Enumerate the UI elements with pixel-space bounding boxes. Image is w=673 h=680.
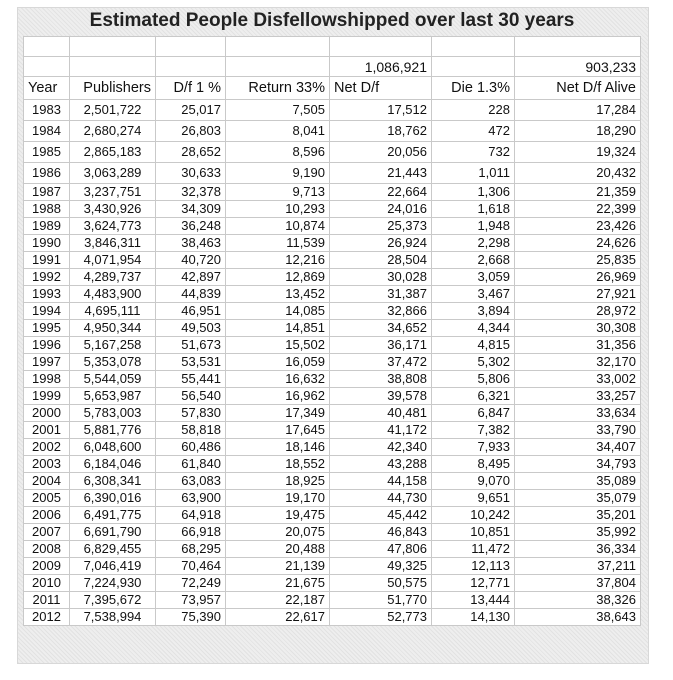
net-df-cell: 37,472 [330,354,432,371]
table-row [24,354,641,371]
df-cell: 60,486 [156,439,226,456]
year-cell: 2000 [24,405,70,422]
die-cell: 4,344 [432,320,515,337]
return-cell: 21,139 [226,558,330,575]
empty-cell [70,37,156,57]
df-cell: 44,839 [156,286,226,303]
year-cell: 1989 [24,218,70,235]
publishers-cell: 5,167,258 [70,337,156,354]
return-cell: 8,041 [226,121,330,142]
net-df-alive-cell: 33,002 [515,371,641,388]
empty-cell [432,57,515,77]
df-cell: 66,918 [156,524,226,541]
net-df-cell: 38,808 [330,371,432,388]
publishers-cell: 3,063,289 [70,163,156,184]
net-df-alive-cell: 33,790 [515,422,641,439]
empty-cell [226,37,330,57]
net-df-cell: 22,664 [330,184,432,201]
empty-cell [226,57,330,77]
return-cell: 22,187 [226,592,330,609]
year-cell: 1992 [24,269,70,286]
return-cell: 14,085 [226,303,330,320]
table-row [24,303,641,320]
header-df-percent: D/f 1 % [156,77,226,100]
empty-cell [432,37,515,57]
header-net-df: Net D/f [330,77,432,100]
net-df-alive-cell: 33,634 [515,405,641,422]
die-cell: 7,933 [432,439,515,456]
return-cell: 15,502 [226,337,330,354]
net-df-alive-cell: 34,407 [515,439,641,456]
year-cell: 1985 [24,142,70,163]
net-df-alive-cell: 20,432 [515,163,641,184]
die-cell: 14,130 [432,609,515,626]
net-df-cell: 24,016 [330,201,432,218]
df-cell: 36,248 [156,218,226,235]
net-df-cell: 40,481 [330,405,432,422]
table-row [24,337,641,354]
die-cell: 472 [432,121,515,142]
table-row [24,473,641,490]
net-df-cell: 51,770 [330,592,432,609]
year-cell: 1994 [24,303,70,320]
net-df-cell: 41,172 [330,422,432,439]
df-cell: 68,295 [156,541,226,558]
die-cell: 228 [432,100,515,121]
year-cell: 2005 [24,490,70,507]
net-df-alive-cell: 31,356 [515,337,641,354]
return-cell: 7,505 [226,100,330,121]
publishers-cell: 4,289,737 [70,269,156,286]
year-cell: 2009 [24,558,70,575]
net-df-alive-cell: 24,626 [515,235,641,252]
net-df-alive-cell: 21,359 [515,184,641,201]
net-df-cell: 21,443 [330,163,432,184]
df-cell: 56,540 [156,388,226,405]
net-df-cell: 25,373 [330,218,432,235]
net-df-alive-cell: 35,079 [515,490,641,507]
table-row [24,439,641,456]
empty-cell [24,37,70,57]
return-cell: 12,869 [226,269,330,286]
year-cell: 2011 [24,592,70,609]
net-df-alive-cell: 35,089 [515,473,641,490]
publishers-cell: 6,308,341 [70,473,156,490]
year-cell: 2007 [24,524,70,541]
empty-cell [156,57,226,77]
net-df-cell: 50,575 [330,575,432,592]
return-cell: 14,851 [226,320,330,337]
year-cell: 2001 [24,422,70,439]
publishers-cell: 4,695,111 [70,303,156,320]
year-cell: 1983 [24,100,70,121]
net-df-alive-cell: 30,308 [515,320,641,337]
return-cell: 13,452 [226,286,330,303]
publishers-cell: 5,881,776 [70,422,156,439]
die-cell: 3,467 [432,286,515,303]
die-cell: 9,651 [432,490,515,507]
table-row [24,252,641,269]
publishers-cell: 4,483,900 [70,286,156,303]
publishers-cell: 6,829,455 [70,541,156,558]
return-cell: 17,645 [226,422,330,439]
header-publishers: Publishers [70,77,156,100]
net-df-cell: 36,171 [330,337,432,354]
publishers-cell: 2,865,183 [70,142,156,163]
df-cell: 26,803 [156,121,226,142]
df-cell: 42,897 [156,269,226,286]
df-cell: 25,017 [156,100,226,121]
year-cell: 2003 [24,456,70,473]
die-cell: 12,771 [432,575,515,592]
year-cell: 1999 [24,388,70,405]
header-row [24,77,641,100]
publishers-cell: 3,624,773 [70,218,156,235]
df-cell: 63,083 [156,473,226,490]
publishers-cell: 5,653,987 [70,388,156,405]
table-row [24,405,641,422]
header-year: Year [24,77,70,100]
df-cell: 28,652 [156,142,226,163]
table-row [24,142,641,163]
return-cell: 21,675 [226,575,330,592]
return-cell: 20,488 [226,541,330,558]
header-net-df-alive: Net D/f Alive [515,77,641,100]
die-cell: 2,298 [432,235,515,252]
net-df-cell: 18,762 [330,121,432,142]
df-cell: 58,818 [156,422,226,439]
return-cell: 19,170 [226,490,330,507]
die-cell: 11,472 [432,541,515,558]
df-cell: 49,503 [156,320,226,337]
net-df-cell: 28,504 [330,252,432,269]
table-row [24,269,641,286]
net-df-alive-cell: 18,290 [515,121,641,142]
df-cell: 46,951 [156,303,226,320]
return-cell: 9,190 [226,163,330,184]
df-cell: 61,840 [156,456,226,473]
net-df-cell: 47,806 [330,541,432,558]
table-row [24,371,641,388]
table-row [24,201,641,218]
publishers-cell: 6,691,790 [70,524,156,541]
df-cell: 32,378 [156,184,226,201]
table-row [24,490,641,507]
return-cell: 10,293 [226,201,330,218]
return-cell: 18,552 [226,456,330,473]
die-cell: 1,306 [432,184,515,201]
table-row [24,541,641,558]
table-row [24,456,641,473]
net-df-alive-cell: 38,643 [515,609,641,626]
df-cell: 34,309 [156,201,226,218]
return-cell: 10,874 [226,218,330,235]
publishers-cell: 7,395,672 [70,592,156,609]
die-cell: 732 [432,142,515,163]
blank-row [24,37,641,57]
net-df-cell: 44,730 [330,490,432,507]
header-return: Return 33% [226,77,330,100]
net-df-cell: 30,028 [330,269,432,286]
publishers-cell: 7,046,419 [70,558,156,575]
net-df-cell: 20,056 [330,142,432,163]
return-cell: 9,713 [226,184,330,201]
publishers-cell: 4,950,344 [70,320,156,337]
net-df-alive-total: 903,233 [515,57,641,77]
df-cell: 53,531 [156,354,226,371]
net-df-cell: 49,325 [330,558,432,575]
die-cell: 5,302 [432,354,515,371]
data-table [23,36,641,626]
net-df-alive-cell: 19,324 [515,142,641,163]
net-df-alive-cell: 37,804 [515,575,641,592]
die-cell: 6,321 [432,388,515,405]
net-df-cell: 45,442 [330,507,432,524]
table-row [24,121,641,142]
die-cell: 2,668 [432,252,515,269]
year-cell: 2006 [24,507,70,524]
empty-cell [330,37,432,57]
net-df-alive-cell: 34,793 [515,456,641,473]
table-row [24,422,641,439]
return-cell: 16,059 [226,354,330,371]
return-cell: 18,925 [226,473,330,490]
net-df-alive-cell: 37,211 [515,558,641,575]
table-row [24,558,641,575]
die-cell: 10,242 [432,507,515,524]
year-cell: 1996 [24,337,70,354]
die-cell: 1,618 [432,201,515,218]
empty-cell [515,37,641,57]
df-cell: 70,464 [156,558,226,575]
net-df-cell: 52,773 [330,609,432,626]
table-row [24,592,641,609]
publishers-cell: 5,783,003 [70,405,156,422]
table-row [24,320,641,337]
year-cell: 1995 [24,320,70,337]
net-df-cell: 39,578 [330,388,432,405]
year-cell: 2002 [24,439,70,456]
publishers-cell: 6,491,775 [70,507,156,524]
net-df-cell: 46,843 [330,524,432,541]
empty-cell [24,57,70,77]
net-df-cell: 32,866 [330,303,432,320]
net-df-alive-cell: 38,326 [515,592,641,609]
year-cell: 1988 [24,201,70,218]
net-df-cell: 34,652 [330,320,432,337]
totals-row [24,57,641,77]
net-df-cell: 26,924 [330,235,432,252]
df-cell: 55,441 [156,371,226,388]
year-cell: 2004 [24,473,70,490]
df-cell: 51,673 [156,337,226,354]
die-cell: 9,070 [432,473,515,490]
table-row [24,388,641,405]
table-body [24,37,641,626]
table-row [24,575,641,592]
publishers-cell: 7,224,930 [70,575,156,592]
df-cell: 40,720 [156,252,226,269]
net-df-alive-cell: 17,284 [515,100,641,121]
table-row [24,524,641,541]
df-cell: 38,463 [156,235,226,252]
die-cell: 13,444 [432,592,515,609]
publishers-cell: 7,538,994 [70,609,156,626]
net-df-alive-cell: 22,399 [515,201,641,218]
return-cell: 20,075 [226,524,330,541]
year-cell: 2012 [24,609,70,626]
net-df-cell: 17,512 [330,100,432,121]
return-cell: 18,146 [226,439,330,456]
return-cell: 8,596 [226,142,330,163]
table-row [24,100,641,121]
die-cell: 6,847 [432,405,515,422]
net-df-alive-cell: 32,170 [515,354,641,371]
die-cell: 12,113 [432,558,515,575]
die-cell: 4,815 [432,337,515,354]
die-cell: 3,894 [432,303,515,320]
publishers-cell: 6,390,016 [70,490,156,507]
net-df-cell: 31,387 [330,286,432,303]
die-cell: 7,382 [432,422,515,439]
year-cell: 1984 [24,121,70,142]
return-cell: 11,539 [226,235,330,252]
publishers-cell: 3,846,311 [70,235,156,252]
return-cell: 16,632 [226,371,330,388]
return-cell: 22,617 [226,609,330,626]
publishers-cell: 5,353,078 [70,354,156,371]
net-df-alive-cell: 33,257 [515,388,641,405]
die-cell: 3,059 [432,269,515,286]
die-cell: 10,851 [432,524,515,541]
return-cell: 16,962 [226,388,330,405]
net-df-alive-cell: 35,992 [515,524,641,541]
year-cell: 1998 [24,371,70,388]
year-cell: 1997 [24,354,70,371]
table-row [24,163,641,184]
net-df-alive-cell: 28,972 [515,303,641,320]
return-cell: 17,349 [226,405,330,422]
df-cell: 73,957 [156,592,226,609]
year-cell: 1993 [24,286,70,303]
publishers-cell: 2,680,274 [70,121,156,142]
net-df-alive-cell: 27,921 [515,286,641,303]
df-cell: 30,633 [156,163,226,184]
header-die: Die 1.3% [432,77,515,100]
year-cell: 1990 [24,235,70,252]
publishers-cell: 6,048,600 [70,439,156,456]
net-df-cell: 42,340 [330,439,432,456]
year-cell: 2010 [24,575,70,592]
table-row [24,218,641,235]
year-cell: 1991 [24,252,70,269]
publishers-cell: 3,430,926 [70,201,156,218]
net-df-alive-cell: 25,835 [515,252,641,269]
year-cell: 2008 [24,541,70,558]
df-cell: 63,900 [156,490,226,507]
net-df-alive-cell: 36,334 [515,541,641,558]
publishers-cell: 5,544,059 [70,371,156,388]
empty-cell [156,37,226,57]
year-cell: 1987 [24,184,70,201]
df-cell: 64,918 [156,507,226,524]
df-cell: 57,830 [156,405,226,422]
net-df-alive-cell: 23,426 [515,218,641,235]
net-df-total: 1,086,921 [330,57,432,77]
df-cell: 72,249 [156,575,226,592]
die-cell: 5,806 [432,371,515,388]
publishers-cell: 3,237,751 [70,184,156,201]
table-row [24,507,641,524]
empty-cell [70,57,156,77]
die-cell: 1,011 [432,163,515,184]
return-cell: 12,216 [226,252,330,269]
df-cell: 75,390 [156,609,226,626]
table-row [24,184,641,201]
publishers-cell: 4,071,954 [70,252,156,269]
table-row [24,609,641,626]
net-df-alive-cell: 35,201 [515,507,641,524]
sheet-title: Estimated People Disfellowshipped over last 30 years [89,10,575,31]
publishers-cell: 6,184,046 [70,456,156,473]
net-df-cell: 44,158 [330,473,432,490]
return-cell: 19,475 [226,507,330,524]
table-row [24,235,641,252]
net-df-cell: 43,288 [330,456,432,473]
publishers-cell: 2,501,722 [70,100,156,121]
net-df-alive-cell: 26,969 [515,269,641,286]
die-cell: 8,495 [432,456,515,473]
die-cell: 1,948 [432,218,515,235]
table-row [24,286,641,303]
year-cell: 1986 [24,163,70,184]
